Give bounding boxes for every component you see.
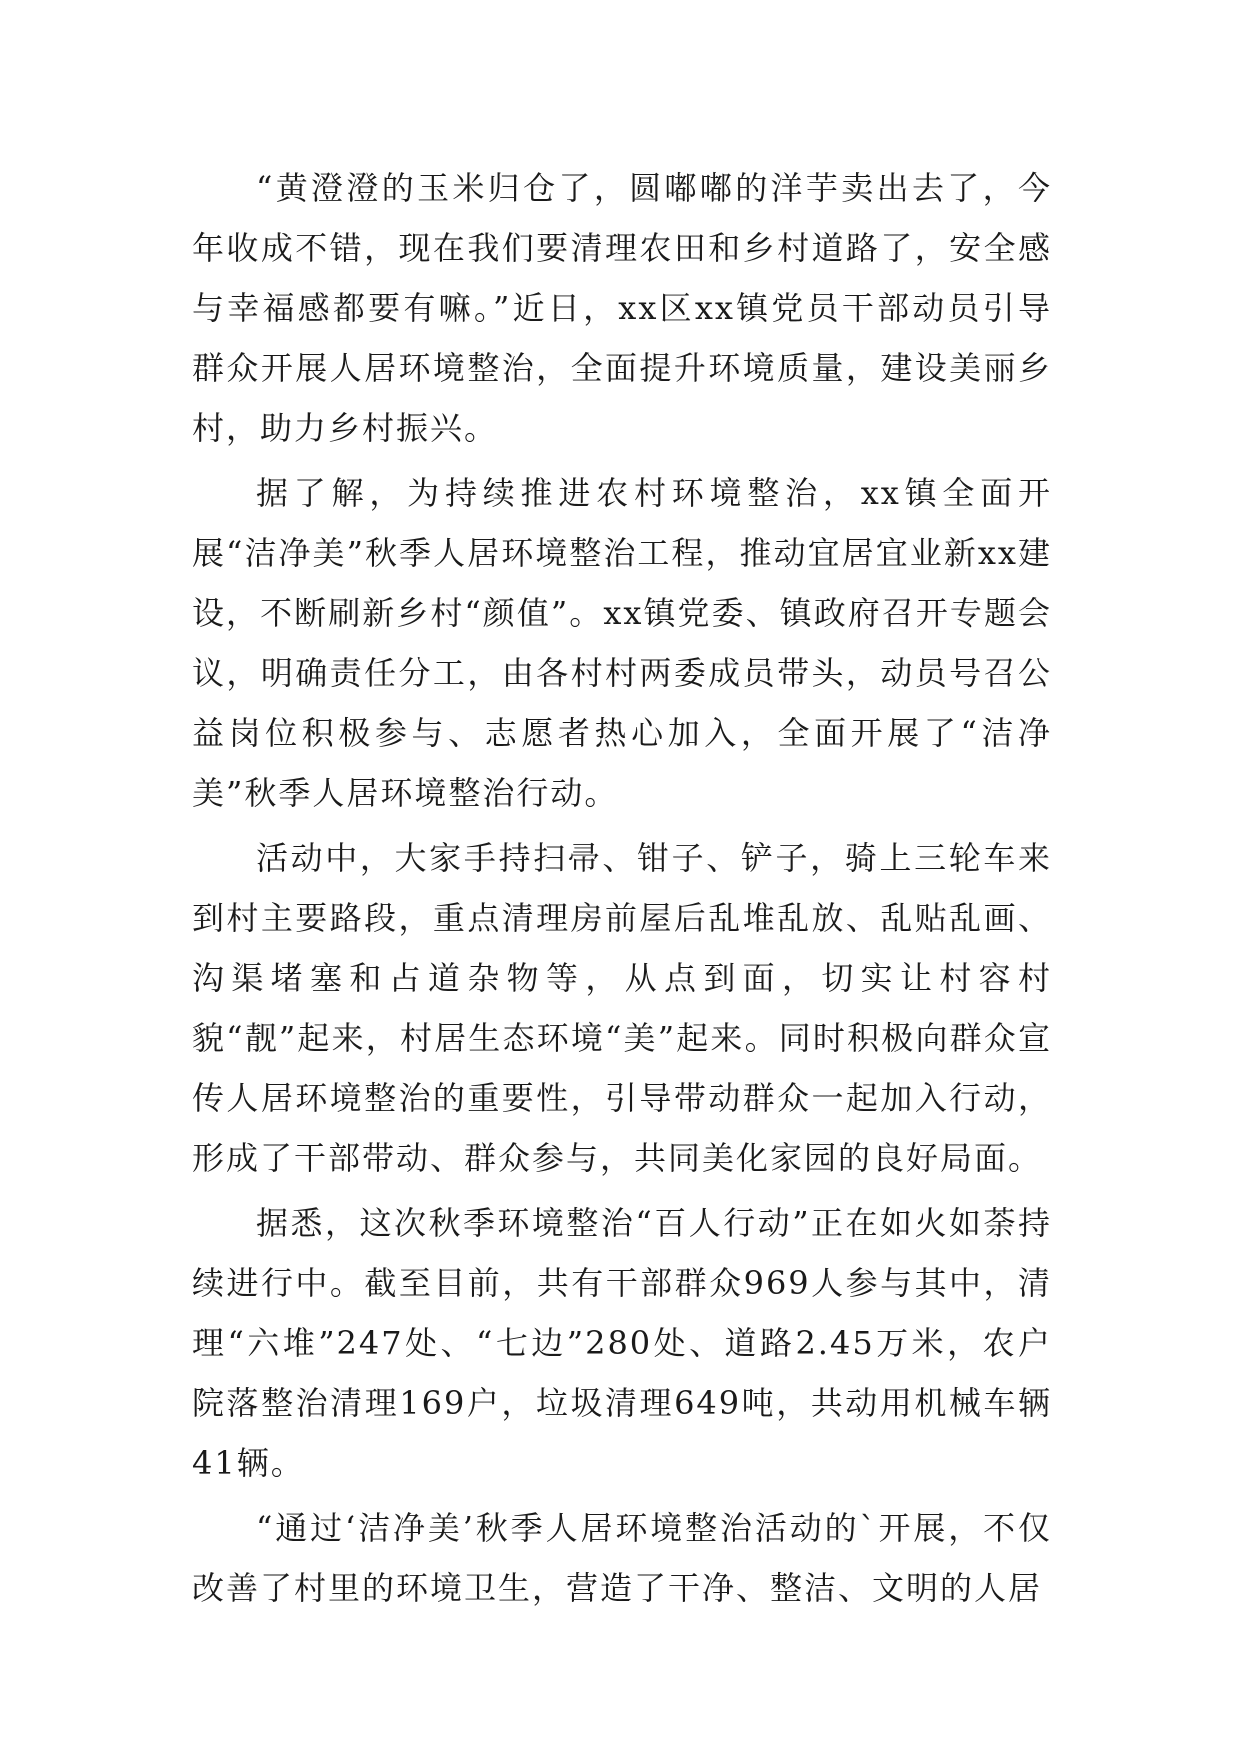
paragraph-1: “黄澄澄的玉米归仓了，圆嘟嘟的洋芋卖出去了，今年收成不错，现在我们要清理农田和乡村道路了，安全感与幸福感都要有嘛。”近日，xx区xx镇党员干部动员引导群众开展人居环境整治，全面提升环境质量，建设美丽乡村，助力乡村振兴。 bbox=[192, 169, 1052, 447]
paragraph-2: 据了解，为持续推进农村环境整治，xx镇全面开展“洁净美”秋季人居环境整治工程，推动宜居宜业新xx建设，不断刷新乡村“颜值”。xx镇党委、镇政府召开专题会议，明确责任分工，由各村村两委成员带头，动员号召公益岗位积极参与、志愿者热心加入，全面开展了“洁净美”秋季人居环境整治行动。 bbox=[192, 474, 1052, 812]
paragraph-4: 据悉，这次秋季环境整治“百人行动”正在如火如荼持续进行中。截至目前，共有干部群众969人参与其中，清理“六堆”247处、“七边”280处、道路2.45万米，农户院落整治清理169户，垃圾清理649吨，共动用机械车辆41辆。 bbox=[192, 1204, 1052, 1482]
document-body bbox=[192, 158, 1052, 1623]
paragraph-3: 活动中，大家手持扫帚、钳子、铲子，骑上三轮车来到村主要路段，重点清理房前屋后乱堆乱放、乱贴乱画、沟渠堵塞和占道杂物等，从点到面，切实让村容村貌“靓”起来，村居生态环境“美”起来。同时积极向群众宣传人居环境整治的重要性，引导带动群众一起加入行动，形成了干部带动、群众参与，共同美化家园的良好局面。 bbox=[192, 839, 1052, 1177]
paragraph-5: “通过‘洁净美’秋季人居环境整治活动的`开展，不仅改善了村里的环境卫生，营造了干净、整洁、文明的人居 bbox=[192, 1509, 1052, 1607]
